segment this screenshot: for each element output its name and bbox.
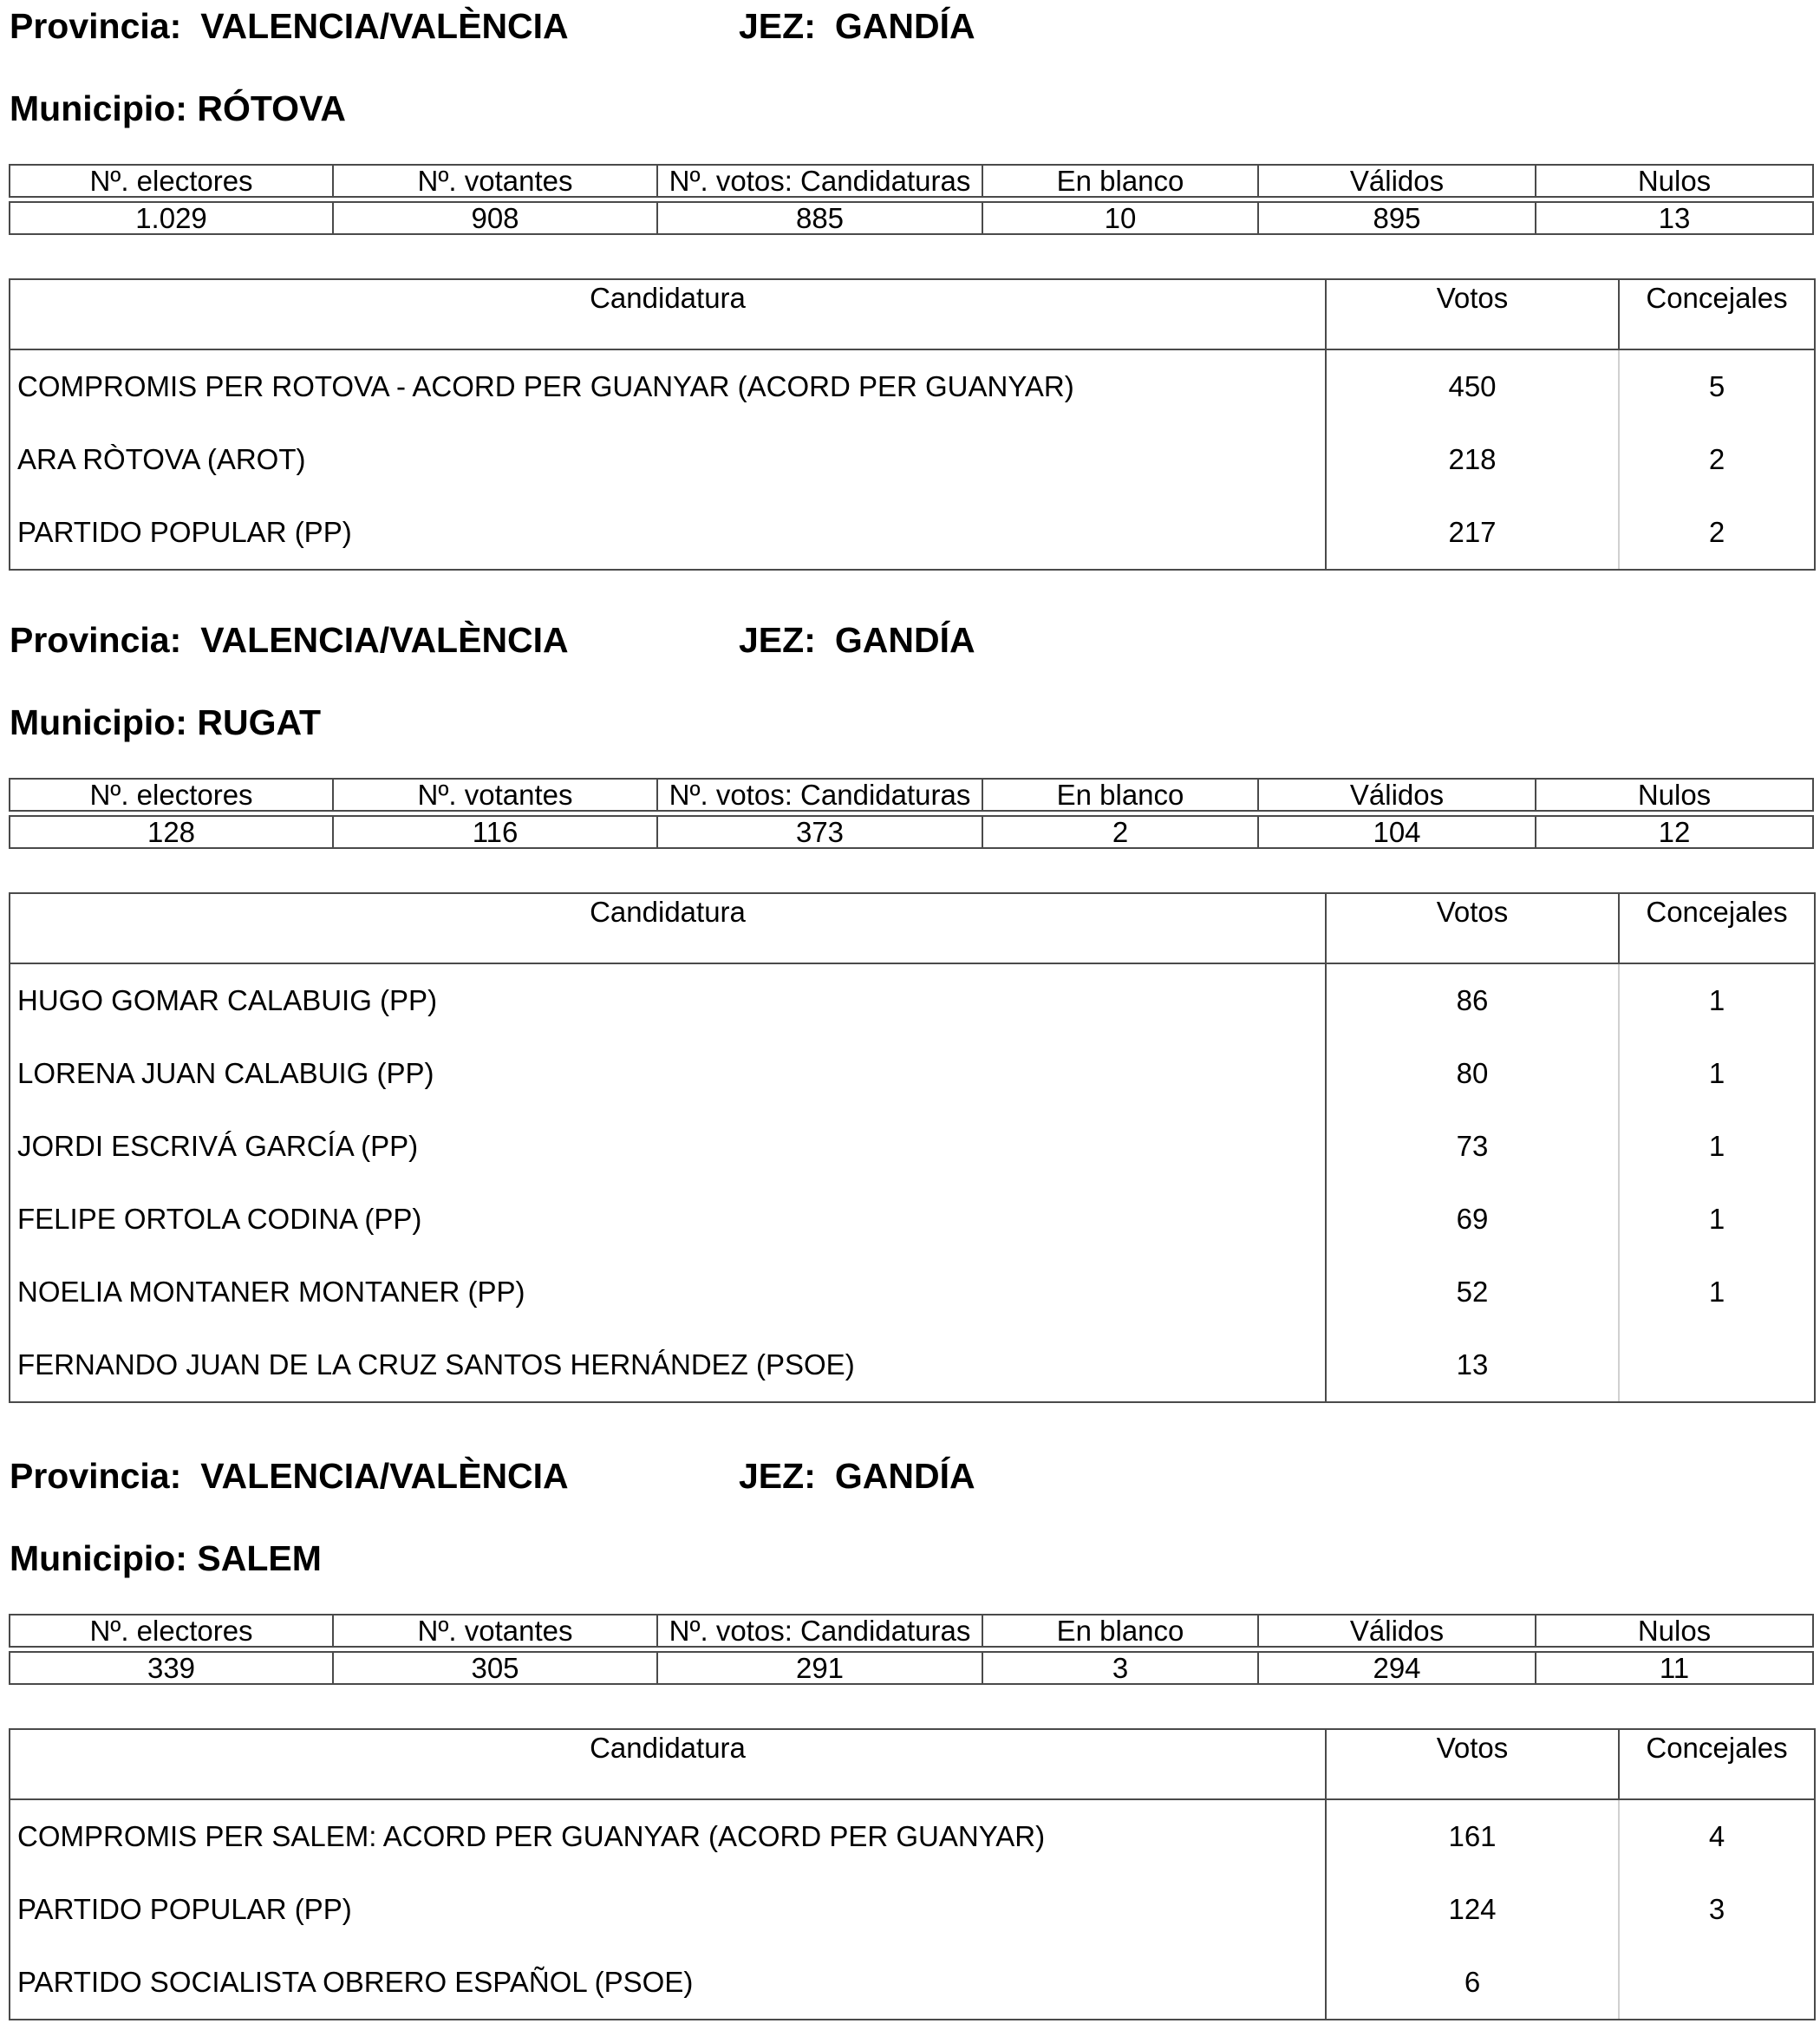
- votos-header: Votos: [1326, 893, 1619, 963]
- stats-header: En blanco: [982, 1615, 1258, 1647]
- candidate-seats: 4: [1619, 1799, 1815, 1873]
- provincia-header: [10, 5, 569, 47]
- candidate-name: FELIPE ORTOLA CODINA (PP): [10, 1183, 1326, 1256]
- candidate-seats: [1619, 1328, 1815, 1402]
- candidate-seats: 3: [1619, 1873, 1815, 1946]
- stats-header: Nº. votantes: [333, 779, 657, 811]
- stats-header: Nº. electores: [10, 165, 333, 197]
- stats-header: Nulos: [1536, 779, 1813, 811]
- candidate-votes: 161: [1326, 1799, 1619, 1873]
- stats-value: 908: [333, 202, 657, 234]
- municipio-value: RÓTOVA: [197, 88, 346, 128]
- provincia-value: VALENCIA/VALÈNCIA: [200, 620, 569, 660]
- candidate-row: [10, 1256, 1815, 1328]
- candidatura-header: Candidatura: [10, 1729, 1326, 1799]
- candidate-row: [10, 1037, 1815, 1110]
- candidate-seats: 1: [1619, 1110, 1815, 1183]
- stats-value: 12: [1536, 816, 1813, 848]
- stats-header: Nº. electores: [10, 779, 333, 811]
- jez-header: [739, 619, 975, 661]
- jez-label: JEZ:: [739, 620, 816, 660]
- stats-header: Nº. votantes: [333, 1615, 657, 1647]
- stats-value: 10: [982, 202, 1258, 234]
- stats-value: 885: [657, 202, 982, 234]
- candidate-row: [10, 1328, 1815, 1402]
- candidate-name: COMPROMIS PER SALEM: ACORD PER GUANYAR (ACORD PER GUANYAR): [10, 1799, 1326, 1873]
- stats-header: Nº. votantes: [333, 165, 657, 197]
- provincia-value: VALENCIA/VALÈNCIA: [200, 1456, 569, 1496]
- municipio-value: SALEM: [197, 1538, 322, 1578]
- stats-header: Nº. votos: Candidaturas: [657, 1615, 982, 1647]
- candidate-name: LORENA JUAN CALABUIG (PP): [10, 1037, 1326, 1110]
- candidate-seats: 5: [1619, 349, 1815, 423]
- candidate-votes: 6: [1326, 1946, 1619, 2020]
- stats-value: 11: [1536, 1652, 1813, 1684]
- stats-header: En blanco: [982, 779, 1258, 811]
- candidate-votes: 13: [1326, 1328, 1619, 1402]
- stats-value: 1.029: [10, 202, 333, 234]
- jez-label: JEZ:: [739, 1456, 816, 1496]
- candidate-votes: 217: [1326, 496, 1619, 570]
- candidate-votes: 69: [1326, 1183, 1619, 1256]
- candidate-row: [10, 1110, 1815, 1183]
- stats-header: Nulos: [1536, 165, 1813, 197]
- candidate-seats: 1: [1619, 1037, 1815, 1110]
- candidate-row: [10, 423, 1815, 496]
- candidate-votes: 73: [1326, 1110, 1619, 1183]
- candidate-name: COMPROMIS PER ROTOVA - ACORD PER GUANYAR (ACORD PER GUANYAR): [10, 349, 1326, 423]
- candidate-seats: 2: [1619, 496, 1815, 570]
- candidate-votes: 124: [1326, 1873, 1619, 1946]
- candidate-seats: 2: [1619, 423, 1815, 496]
- stats-value: 294: [1258, 1652, 1536, 1684]
- jez-value: GANDÍA: [834, 620, 975, 660]
- stats-value: 2: [982, 816, 1258, 848]
- candidate-name: HUGO GOMAR CALABUIG (PP): [10, 963, 1326, 1037]
- stats-value: 291: [657, 1652, 982, 1684]
- jez-label: JEZ:: [739, 6, 816, 46]
- municipality-section: [0, 614, 1820, 1381]
- stats-value: 3: [982, 1652, 1258, 1684]
- jez-value: GANDÍA: [834, 1456, 975, 1496]
- jez-header: [739, 5, 975, 47]
- provincia-label: Provincia:: [10, 6, 182, 46]
- stats-value: 339: [10, 1652, 333, 1684]
- candidate-votes: 450: [1326, 349, 1619, 423]
- candidate-row: [10, 1946, 1815, 2020]
- candidate-row: [10, 1873, 1815, 1946]
- municipio-header: [10, 1537, 322, 1579]
- candidate-row: [10, 496, 1815, 570]
- votos-header: Votos: [1326, 279, 1619, 349]
- candidate-name: ARA RÒTOVA (AROT): [10, 423, 1326, 496]
- candidate-name: NOELIA MONTANER MONTANER (PP): [10, 1256, 1326, 1328]
- stats-header: Nº. votos: Candidaturas: [657, 779, 982, 811]
- stats-header: Nulos: [1536, 1615, 1813, 1647]
- candidate-seats: 1: [1619, 1256, 1815, 1328]
- candidate-name: PARTIDO POPULAR (PP): [10, 1873, 1326, 1946]
- provincia-header: [10, 619, 569, 661]
- stats-header: Válidos: [1258, 779, 1536, 811]
- candidate-row: [10, 963, 1815, 1037]
- candidate-seats: 1: [1619, 963, 1815, 1037]
- candidate-votes: 86: [1326, 963, 1619, 1037]
- stats-value: 895: [1258, 202, 1536, 234]
- candidate-seats: [1619, 1946, 1815, 2020]
- jez-value: GANDÍA: [834, 6, 975, 46]
- candidates-table: [9, 1728, 1816, 2020]
- candidate-name: PARTIDO SOCIALISTA OBRERO ESPAÑOL (PSOE): [10, 1946, 1326, 2020]
- concejales-header: Concejales: [1619, 893, 1815, 963]
- municipio-header: [10, 88, 346, 129]
- municipality-section: [0, 0, 1820, 548]
- candidate-row: [10, 1799, 1815, 1873]
- candidate-name: FERNANDO JUAN DE LA CRUZ SANTOS HERNÁNDEZ (PSOE): [10, 1328, 1326, 1402]
- municipio-label: Municipio:: [10, 1538, 187, 1578]
- municipio-label: Municipio:: [10, 88, 187, 128]
- candidate-name: JORDI ESCRIVÁ GARCÍA (PP): [10, 1110, 1326, 1183]
- stats-table: [9, 1614, 1814, 1685]
- municipio-value: RUGAT: [197, 702, 322, 742]
- provincia-header: [10, 1455, 569, 1497]
- candidatura-header: Candidatura: [10, 279, 1326, 349]
- candidate-votes: 218: [1326, 423, 1619, 496]
- provincia-label: Provincia:: [10, 620, 182, 660]
- candidate-seats: 1: [1619, 1183, 1815, 1256]
- municipality-section: [0, 1450, 1820, 1998]
- candidatura-header: Candidatura: [10, 893, 1326, 963]
- stats-header: En blanco: [982, 165, 1258, 197]
- votos-header: Votos: [1326, 1729, 1619, 1799]
- stats-value: 116: [333, 816, 657, 848]
- candidate-name: PARTIDO POPULAR (PP): [10, 496, 1326, 570]
- candidate-votes: 52: [1326, 1256, 1619, 1328]
- candidate-votes: 80: [1326, 1037, 1619, 1110]
- stats-value: 13: [1536, 202, 1813, 234]
- municipio-label: Municipio:: [10, 702, 187, 742]
- stats-header: Válidos: [1258, 1615, 1536, 1647]
- provincia-value: VALENCIA/VALÈNCIA: [200, 6, 569, 46]
- stats-value: 104: [1258, 816, 1536, 848]
- stats-header: Nº. votos: Candidaturas: [657, 165, 982, 197]
- municipio-header: [10, 702, 321, 743]
- candidate-row: [10, 349, 1815, 423]
- concejales-header: Concejales: [1619, 1729, 1815, 1799]
- candidate-row: [10, 1183, 1815, 1256]
- jez-header: [739, 1455, 975, 1497]
- stats-table: [9, 778, 1814, 849]
- stats-table: [9, 164, 1814, 235]
- candidates-table: [9, 278, 1816, 571]
- stats-value: 373: [657, 816, 982, 848]
- candidates-table: [9, 892, 1816, 1403]
- provincia-label: Provincia:: [10, 1456, 182, 1496]
- stats-header: Nº. electores: [10, 1615, 333, 1647]
- stats-value: 305: [333, 1652, 657, 1684]
- stats-header: Válidos: [1258, 165, 1536, 197]
- stats-value: 128: [10, 816, 333, 848]
- concejales-header: Concejales: [1619, 279, 1815, 349]
